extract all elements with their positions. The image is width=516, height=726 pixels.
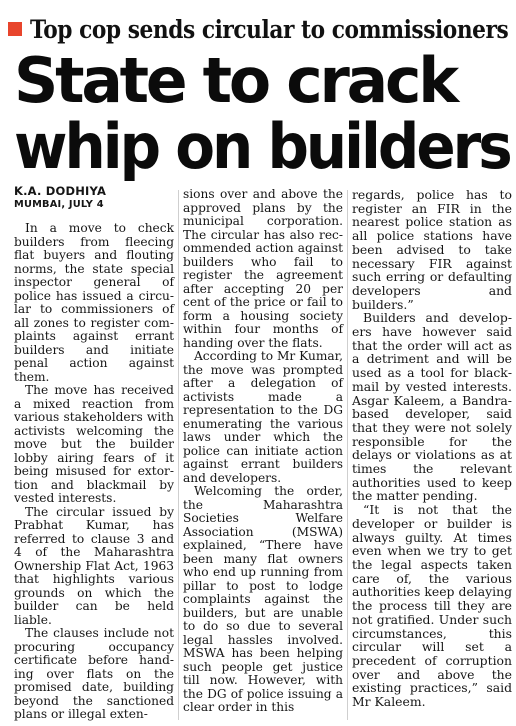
paragraph: In a move to check builders from fleecing flat buyers and flouting norms, the state special inspector general of police has issued a circular to commissioners of all zones to register complaints against errant builders and initiate penal action against them. [14,221,174,384]
column-divider [347,190,348,720]
paragraph: The move has received a mixed reaction from various stakeholders with activists welcoming the move but the builder lobby airing fears of it being misused for extortion and blackmail by vested interests. [14,383,174,505]
paragraph: regards, police has to register an FIR in the nearest police station as all police stations have been advised to take necessary FIR against such erring or defaulting developers and builders.” [352,187,512,312]
article-column-3 [352,188,512,709]
headline-line-1: State to crack [14,44,457,117]
article-column-2 [183,188,343,715]
headline [14,44,514,183]
kicker-marker [8,22,22,36]
paragraph: The circular issued by Prabhat Kumar, has referred to clause 3 and 4 of the Maharashtra Ownership Flat Act, 1963 that highlights various grounds on which the builder can be held liable. [14,504,174,627]
paragraph: “It is not that the developer or builder is always guilty. At times even when we try to get the legal aspects taken care of, the various authorities keep delaying the process till they are not gratified. Under such circumstances, this circular will set a precedent of corruption over and above the existing practices,” said Mr Kaleem. [352,502,512,710]
dateline: MUMBAI, JULY 4 [14,199,104,210]
article-column-1 [14,185,174,722]
paragraph: Builders and developers have however said that the order will act as a detriment and will be used as a tool for blackmail by vested interests. Asgar Kaleem, a Bandra-based developer, said that they were not solely responsible for the delays or violations as at times the relevant authorities used to keep the matter pending. [352,310,512,504]
column-divider [178,190,179,720]
paragraph: The clauses include not procuring occupancy certificate before handing over flats on the promised date, building beyond the sanctioned plans or illegal exten- [14,626,174,721]
kicker [8,14,516,44]
paragraph: sions over and above the approved plans by the municipal corporation. The circular has also recommended action against builders who fail to register the agreement after accepting 20 per cent of the price or fail to form a housing society within four months of handing over the flats. [183,187,343,350]
paragraph: Welcoming the order, the Maharashtra Societies Welfare Association (MSWA) explained, “There have been many flat owners who end up running from pillar to post to lodge complaints against the builders, but are unable to do so due to several legal hassles involved. MSWA has been helping such people get justice till now. However, with the DG of police issuing a clear order in this [183,484,343,714]
byline: K.A. DODHIYA [14,184,107,198]
kicker-text: Top cop sends circular to commissioners [30,14,509,44]
headline-line-2: whip on builders [14,110,510,183]
paragraph: According to Mr Kumar, the move was prompted after a delegation of activists made a representation to the DG enumerating the various laws under which the police can initiate action against errant builders and developers. [183,349,343,485]
